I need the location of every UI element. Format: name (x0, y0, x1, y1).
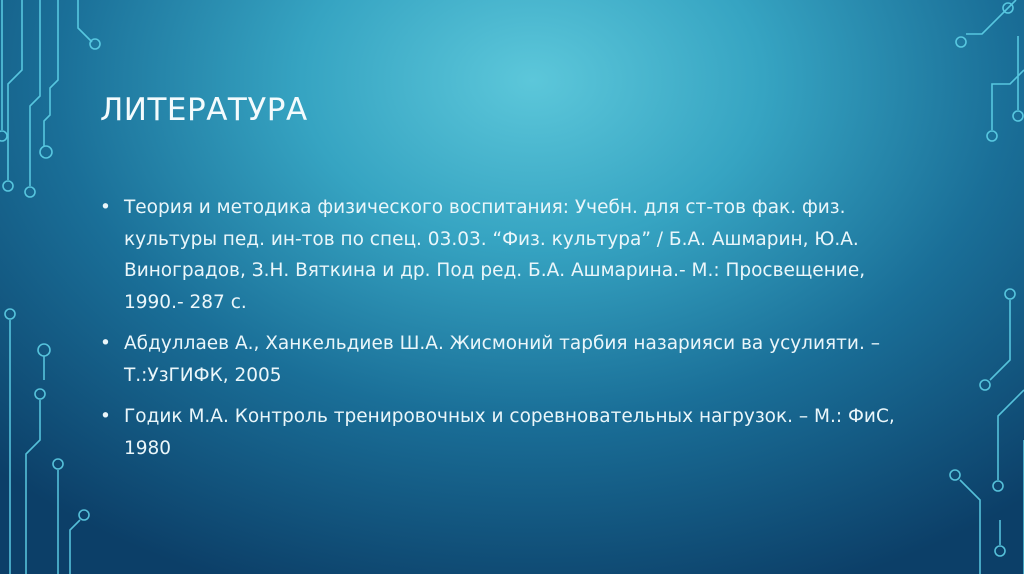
bullet-icon: • (100, 333, 111, 354)
circuit-bottom-right (950, 289, 1024, 574)
list-item (100, 192, 920, 318)
list-item (100, 328, 920, 391)
circuit-top-right (956, 0, 1024, 141)
list-item-text: Годик М.А. Контроль тренировочных и соревновательных нагрузок. – М.: ФиС, 1980 (124, 406, 895, 459)
list-item (100, 401, 920, 464)
circuit-bottom-left (5, 309, 89, 574)
circuit-top-left (0, 0, 100, 197)
list-item-text: Теория и методика физического воспитания: Учебн. для ст-тов фак. физ. культуры пед. ин-тов по спец. 03.03. “Физ. культура” / Б.А. Ашмарин, Ю.А. Виноградов, З.Н. Вяткина и др. Под ред. Б.А. Ашмарина.- М.: Просвещение, 1990.- 287 с. (124, 197, 866, 313)
bullet-icon: • (100, 197, 111, 218)
bullet-icon: • (100, 406, 111, 427)
reference-list (100, 192, 920, 474)
slide-title: ЛИТЕРАТУРА (100, 92, 308, 128)
list-item-text: Абдуллаев А., Ханкельдиев Ш.А. Жисмоний тарбия назарияси ва усулияти. – Т.:УзГИФК, 2005 (124, 333, 880, 386)
